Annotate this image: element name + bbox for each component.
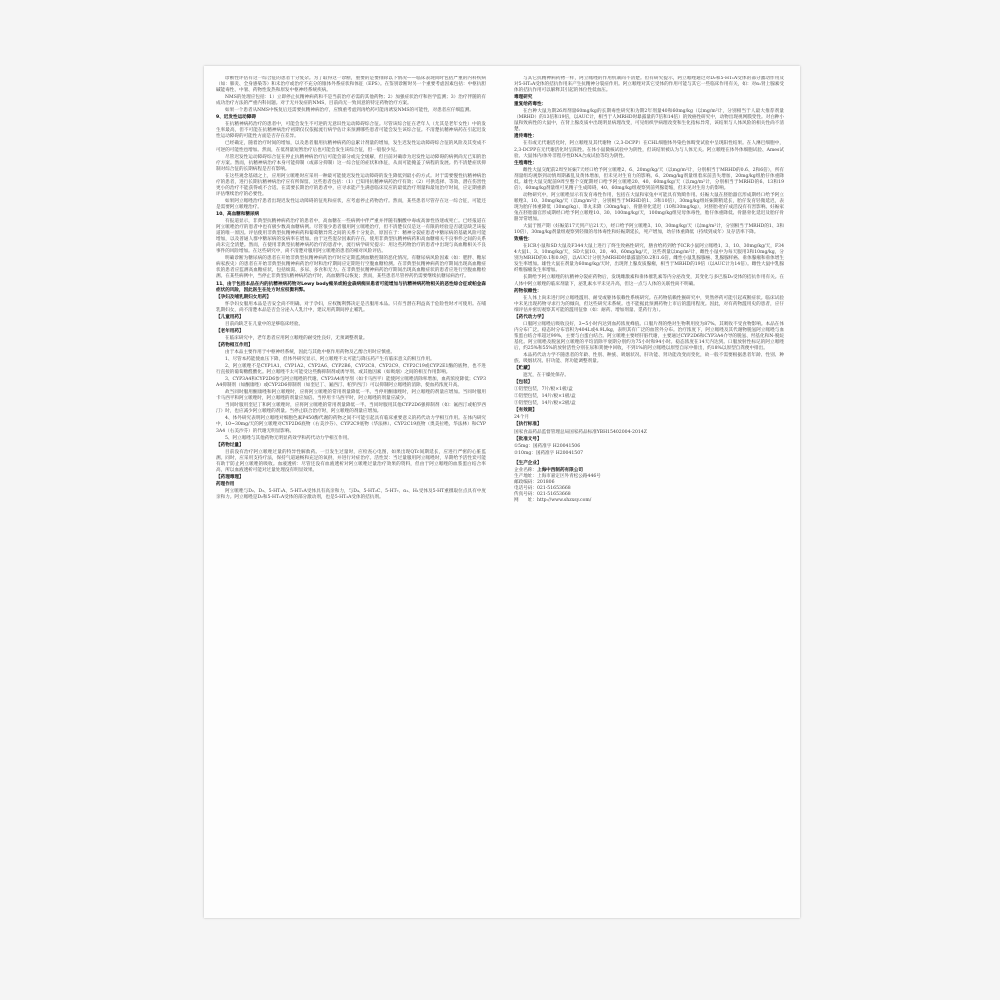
paragraph: 本品药代动力学不随患者的年龄、性别、种族、吸烟状况、肝功能、肾功能改变而变化，故一般不需要根据患者年龄、性别、种族、吸烟状况、肝功能、肾功能调整剂量。 [514,353,784,365]
interactions-label: 【药物相互作用】 [216,342,253,348]
paragraph: 在这些观念基础之上，应用阿立哌唑时应采用一种最可能使迟发性运动障碍的发生降低到最小的方式。对于需要慢性抗精神病治疗的患者，进行长期抗精神病治疗应有所保留。这些患者包括：（1）已知用抗精神病药治疗有效；（2）可供选择、等效、潜在伤害性更小的治疗不能获得或不合适。在需要长期治疗的患者中，应寻求能产生满意临床反应的最低治疗剂量和最短治疗时间，应定期重新评估继续治疗的必要性。 [216,173,486,197]
paragraph: 由于本品主要作用于中枢神经系统，因此与其他中枢作用药物及乙醇合用时应慎重。 [225,349,395,355]
paragraph: 明确诊断为糖尿病的患者在开始非典型抗精神病药治疗时应定期监测血糖控制的恶化情况。有糖尿病风险因素（如：肥胖、糖尿病家族史）的患者在开始非典型抗精神病药治疗时和治疗期间应定期进行空腹血糖检测。在非典型抗精神病药治疗期间出现高血糖症状的患者应监测高血糖症状，包括烦渴、多尿、多食和无力。在非典型抗精神病药治疗期间出现高血糖症状的患者应进行空腹血糖检测。在某些病例中，当停止非典型抗精神病药治疗时，高血糖得以恢复；然而，某些患者尽管停药仍需要继续抗糖尿病治疗。 [216,256,486,280]
address-value: 上海市嘉定区外青松公路446号 [536,473,601,479]
geriatric-label: 【老年用药】 [216,328,244,334]
section-heading: 10、高血糖和糖尿病 [216,211,260,217]
website-row [514,498,784,504]
paragraph: 2、阿立哌唑不是CYP1A1、CYP1A2、CYP2A6、CYP2B6、CYP2C8、CYP2C9、CYP2C19或CYP2E1酶的底物，也不进行直接的葡萄糖醛酸化。阿立哌唑不太可能受这些酶抑制剂或诱导剂、或其他因素（如吸烟）之间的相互作用影响。 [216,364,486,376]
manufacturer-label: 【生产企业】 [514,460,542,466]
paragraph: 长期给予阿立哌唑的抗精神分裂症药物后，发现雌激素和垂体催乳素等内分泌改变，其变化与多巴胺D₂受体的拮抗作用有关。在人体中阿立哌唑的临床剂量下，泌乳素水平未见升高，但这一点与人体的关联性尚不明确。 [514,275,784,287]
fax-value: 021-51653668 [536,491,571,497]
paragraph: 在有或无代谢活化时，阿立哌唑及其代谢物（2,3-DCPP）在CHL细胞体外染色体畸变试验中呈现阳性结果。在人淋巴细胞中，2,3-DCPP在无代谢活化时呈阳性。在体小鼠微核试验中为阴性，但该结果被认为与人体无关。阿立哌唑在体外体细胞试验、Ames试验、大鼠体内/体外非程序性DNA合成试验等均为阴性。 [514,141,784,159]
section-heading: 11、由于包括本品在内的抗精神病药物对Lewy body痴呆或帕金森病痴呆患者可能增加与抗精神病药物相关的恶性综合征或帕金森症状的风险，因此医生在处方时应权衡利弊。 [216,281,486,293]
storage-label: 【贮藏】 [514,366,533,372]
pregnancy-label: 【孕妇及哺乳期妇女用药】 [216,294,272,300]
postcode-label: 邮政编码： [514,479,537,485]
package-label: 【包装】 [514,380,533,386]
address-label: 生产地址： [514,473,537,479]
paragraph: 有报道显示，非典型抗精神病药治疗的患者中，高血糖在一些病例中伴严重并伴随有酮酸中毒或高渗性昏迷或死亡。已经报道在阿立哌唑治疗的患者中也有极少数高血糖病例。尽管很少患者服用阿立哌唑治疗，但不清楚仅仅是这一有限的经验是否就是缺乏该报道的唯一原因。评估使用非典型抗精神病药和葡萄糖异常之间的关系十分复杂，原因在于：精神分裂症患者中糖尿病的基础风险可能增加，以及普通人群中糖尿病的发病率在增加。由于这些混杂因素的存在，使用非典型抗精神病药和高血糖相关不良事件之间的关系尚未完全清楚。然而，在使用非典型抗精神病药治疗的患者中，流行病学研究提示：用这些药物治疗的患者中出现与高血糖相关不良事件的风险增加。在这些研究中，尚不清楚对服用阿立哌唑的患者的相对风险评估。 [216,219,486,255]
website-value: http://www.shzxsy.com/ [536,498,592,503]
phone-value: 021-51653668 [536,485,571,491]
package-item: ③铝塑包装，14片/板×2板/盒 [514,401,576,407]
package-insert-sheet [204,66,800,918]
section-heading: 致癌性： [514,237,533,243]
paragraph: 与其它抗精神病药物一样，阿立哌唑的作用机制尚不清楚。但有研究提示，阿立哌唑通过对D₂和5-HT₁A受体的部分激动作用及对5-HT₂A受体的拮抗作用来产生抗精神分裂症作用。阿立哌唑对其它受体的作用可能与其它一些临床作用有关，如：对α₁肾上腺素受体的拮抗作用可以解释其引起的体位性低血压。 [514,76,784,94]
left-text-column [216,76,486,914]
right-text-column [514,76,784,914]
postcode-value: 201806 [536,479,555,485]
paragraph: 在人体上尚未进行阿立哌唑滥用、耐受或躯体依赖性系统研究。在药物依赖性猴研究中，突然停药可能引起戒断症状。临床试验中未见出现药物寻求行为的倾向，但这些研究未系统。也不能据此预测药物上市后的滥用程度。因此，对有药物滥用史的患者，应仔细评估并密切观察其可能的滥用征象（如：耐药、增加剂量、觅药行为）。 [514,295,784,313]
section-heading: 遗传毒性： [514,134,537,140]
paragraph: 目前尚缺乏在儿童中的足够临床经验。 [225,321,304,327]
section-heading: 9、迟发性运动障碍 [216,115,256,121]
section-heading: 药物依赖性： [514,288,542,294]
paragraph: 大鼠于围产期（妊娠第17天到产后21天），经口给予阿立哌唑3、10、30mg/kg/天（以mg/m²计，分别相当于MRHD的1、3和10倍），30mg/kg剂量组观察到轻微的母体毒性和妊娠期延长，死产增加，幼仔体重降低（持续到成年）及存活率下降。 [514,224,784,236]
paragraph: 4、体外研究表明阿立哌唑对细胞色素P450酶代谢的药物之间不可能引起具有临床重要意义的药代动力学相互作用。在体内研究中，10~30mg/天的阿立哌唑对CYP2D6底物（右美沙芬）、CYP2C9底物（华法林）、CYP2C19底物（奥美拉唑、华法林）和CYP3A4（右美沙芬）的代谢无明显影响。 [216,416,486,434]
paragraph: 口服阿立哌唑后吸收良好，3~5小时内达到血药浓度峰值。口服片剂的绝对生物利用度为87%。其吸收不受食物影响。本品在体内分布广泛。稳态时分布容积为404L或4.9L/kg，表明其有广泛的血管外分布。治疗浓度下，阿立哌唑及其代谢物脱氢阿立哌唑与血浆蛋白结合率超过99%，主要与白蛋白结合。阿立哌唑主要经肝脏代谢，主要通过CYP2D6和CYP3A4介导的脱氢、羟基化和N-脱烷基化。阿立哌唑及脱氢阿立哌唑的平均消除半衰期分别约为75小时和94小时。稳态浓度在14天内达到。口服放射性标记的阿立哌唑后，约25%和55%的放射活性分别在尿和粪便中回收，不到1%的阿立哌唑以原型自尿中排出，约18%以原型自粪便中排出。 [514,321,784,351]
paragraph: 在ICR小鼠和SD大鼠及F344大鼠上进行了终生致癌性研究，膳食给药到给予ICR小鼠阿立哌唑1、3、10、30mg/kg/天，F344大鼠1、3、10mg/kg/天，SD大鼠10、20、40、60mg/kg/天，这些剂量以mg/m²计，雌性小鼠中为每天服用3和10mg/kg，分别为MRHD的0.1和0.9倍，以AUC计分别为MRHD时暴露量的0.2和1.6倍。雌性小鼠乳腺腺癌、乳腺腺样癌、垂体腺瘤和垂体增生发生率增加。雄性大鼠在剂量为60mg/kg/天时，出现肾上腺皮质腺瘤，相当于MRHD的19倍（以AUC计为14倍）。雌性大鼠中乳腺纤维腺瘤发生率增加。 [514,244,784,274]
paragraph: 尽管迟发性运动障碍综合征在停止抗精神病治疗后可能会部分或完全缓解，但目前对确诊为迟发性运动障碍的病例尚无已知的治疗方案。然而，抗精神病治疗本身可能抑制（或部分抑制）这一综合征的症状和体征，从而可能掩盖了病程的发展。仍不清楚症状抑制对综合征的长期病程是否有影响。 [216,154,486,172]
pharmacology-sub-label: 药理作用 [216,481,235,487]
package-item: ②铝塑包装，14片/板×1板/盒 [514,394,576,400]
paragraph: 在临床研究中，老年患者应用阿立哌唑的耐受性良好，无须调整剂量。 [225,335,368,341]
approval-item: ①5mg：国药准字 H20041506 [514,443,581,449]
pharmacology-label: 【药理毒理】 [216,474,244,480]
paragraph: 当同时服用奎尼丁和阿立哌唑时，应将阿立哌唑的常用剂量降低一半。当同时服用其他CYP2D6强抑制剂（如：氟西汀或帕罗西汀）时，也应减少阿立哌唑的剂量。当停止联合治疗时，阿立哌唑的剂量应增加。 [216,403,486,415]
paragraph: 1、尽管本药能使血压下降，但体外研究显示，阿立哌唑不太可能与降压药产生有临床意义的相互作用。 [225,357,435,363]
approval-item: ②10mg：国药准字 H20041507 [514,450,584,456]
paragraph: 5、阿立哌唑与其他药物无明显药效学和药代动力学相互作用。 [225,435,352,441]
paragraph: 如果阿立哌唑治疗患者出现迟发性运动障碍的征兆和症状，应考虑停止药物治疗。然而，某些患者尽管存在这一综合征，可能还是需要阿立哌唑治疗。 [216,198,486,210]
section-heading: 生殖毒性： [514,160,537,166]
paragraph: 阿立哌唑与D₂、D₃、5-HT₁A、5-HT₂A受体具有高亲和力，与D₄、5-HT₂C、5-HT₇、α₁、H₁受体及5-HT重摄取位点具有中度亲和力。阿立哌唑是D₂和5-HT₁A受体的部分激动剂，也是5-HT₂A受体的拮抗剂。 [216,488,486,500]
pk-label: 【药代动力学】 [514,314,547,320]
toxicology-label: 毒理研究 [514,95,533,101]
paragraph: 雌性大鼠交配前2周至妊娠7天经口给予阿立哌唑2、6、20mg/kg/天（以mg/m²计，分别相当于MRHD的0.6、2和6倍），所有剂量组均观察到动情周期紊乱及黄体增加，但未见对生育力的影响。6、20mg/kg剂量组着床前丢失增加，20mg/kg组胎仔体重降低。雄性大鼠交配前9周至整个交配期经口给予阿立哌唑20、40、60mg/kg/天（以mg/m²计，分别相当于MRHD的6、13和19倍），60mg/kg剂量组可见精子生成障碍，40、60mg/kg组观察到前列腺萎缩，但未见对生育力的影响。 [514,167,784,191]
package-item: ①铝塑包装，7片/板×1板/盒 [514,387,573,393]
paragraph: 怀孕妇女服用本品是否安全尚不明确。对于孕妇，应权衡利弊决定是否服用本品。只有当潜在利益高于危险性时才可使用。在哺乳期妇女，尚不清楚本品是否会分泌入人乳汁中，建议用药期间停止哺乳。 [216,301,486,313]
paragraph: 已经确定，随着治疗时间的增加，以及患者服用抗精神病药的总累计剂量的增加，发生迟发性运动障碍综合征的风险及其变成不可逆的可能性也增加。然而，在低剂量短暂治疗后也可能会发生该综合征，但一般很少见。 [216,141,486,153]
paragraph: 在抗精神病药治疗的患者中，可能会发生不可逆的无意识性运动障碍综合征。尽管该综合征在老年人（尤其是老年女性）中的发生率最高，但不可能在抗精神病治疗初期仅仅依据流行病学估计来预测哪些患者可能会发生该综合征。不清楚抗精神病药在引起迟发性运动障碍的可能性方面是否存在差异。 [216,122,486,140]
paragraph: 遮光，在干燥处保存。 [523,373,569,379]
paragraph: NMS的处理应包括：1）立即停止抗精神病药和不是当前治疗必需的其他药物；2）加强症状治疗和医学监测；3）治疗伴随的有成功治疗方法的严重内科问题。对于无并发症的NMS，目前尚无一致同意的特定药物治疗方案。 [216,95,486,107]
validity-label: 【有效期】 [514,408,537,414]
standard-label: 【执行标准】 [514,422,542,428]
section-heading: 重复给药毒性： [514,102,547,108]
paragraph: 目前没有治疗阿立哌唑过量的特异性解救药。一旦发生过量时，应检查心电图，如果出现QTc间期延长，应进行严密的心脏监测。同时，应采用支持疗法，保持气道通畅和充足的氧供，并进行对症治疗。活性炭：当过量服用阿立哌唑时，早期给予活性炭可能有助于防止阿立哌唑的吸收。血液透析：尽管还没有血液透析对阿立哌唑过量治疗效果的资料，但由于阿立哌唑的血浆蛋白结合率高，所以血液透析可能对过量处理没有明显效果。 [216,449,486,473]
paragraph: 3、CYP3A4和CYP2D6参与阿立哌唑的代谢。CYP3A4诱导剂（如卡马西平）能使阿立哌唑清除率增加，血药浓度降低；CYP3A4抑制剂（如酮康唑）或CYP2D6抑制剂（如奎尼丁、氟西汀、帕罗西汀）可以抑制阿立哌唑的消除，使血药浓度升高。 [216,377,486,389]
company-label: 企业名称： [514,467,537,473]
approval-label: 【批准文号】 [514,436,542,442]
standard-value: 国家食品药品监督管理总局国家药品标准YBH15402004-2014Z [514,429,647,435]
company-name: 上海中西制药有限公司 [536,467,583,473]
paragraph: 动物研究中，阿立哌唑显示有发育毒性作用，包括在大鼠和家兔中可能具有致畸作用。妊娠大鼠在胚胎器官形成期经口给予阿立哌唑3、10、30mg/kg/天（以mg/m²计，分别相当于MRHD的1、3和10倍），30mg/kg组妊娠期稍延长，胎仔发育轻微延迟，表现为胎仔体重降低（30mg/kg）、睾丸未降（30mg/kg）、骨骼骨化延迟（10和30mg/kg），对胚胎-胎仔成活没有有害影响。妊娠家兔在胚胎器官形成期经口给予阿立哌唑10、30、100mg/kg/天，100mg/kg组见母体毒性，胎仔体重降低、骨骼骨化延迟及胎仔骨骼异常增加。 [514,192,784,223]
phone-label: 电话号码： [514,485,537,491]
paragraph: 故当同时服用酮康唑和阿立哌唑时，应将阿立哌唑的常用剂量降低一半。当停用酮康唑时，阿立哌唑的剂量应增加。当同时服用卡马西平和阿立哌唑时，阿立哌唑的剂量应加倍。当停用卡马西平时，阿立哌唑的剂量应减少。 [216,390,486,402]
fax-label: 传真号码： [514,491,537,497]
overdose-label: 【药物过量】 [216,442,244,448]
paragraph: 如果一个患者从NMS中恢复后还需要抗精神病治疗，应慎重考虑到再给药可能再诱发NMS的可能性，对患者应仔细监测。 [225,108,474,114]
pediatric-label: 【儿童用药】 [216,314,244,320]
paragraph: 在台种大鼠为期26周剂量60mg/kg的长期毒性研究和为期2年剂量40和60mg/kg（以mg/m²计，分别相当于人最大推荐剂量（MRHD）的13倍和19倍，以AUC计，相当于人MRHD时暴露量的7倍和14倍）的致癌性研究中，动物出现视网膜变性。对白种小鼠和致病性的大鼠中，在肾上腺皮质中出现明显病理改变，可见组织学病理改变和生化指标异常，该结果与人体风险的相关性尚不清楚。 [514,109,784,133]
website-label: 网 址： [514,498,537,503]
validity-value: 24个月 [514,415,530,421]
paragraph: 诊断性评估有这一综合征的患者十分复杂。为了取得这一诊断，重要的是要排除以下情况——临床表现同时包括严重的内科疾病（如：肺炎、全身感染等）和未治疗或治疗不充分的锥体外系症状和体征（EPS）。在鉴别诊断时另一个重要考虑因素包括：中枢抗胆碱能毒性、中暑、药物性发热和原发中枢神经系统疾病。 [216,76,486,94]
manufacturer-block [514,461,784,504]
